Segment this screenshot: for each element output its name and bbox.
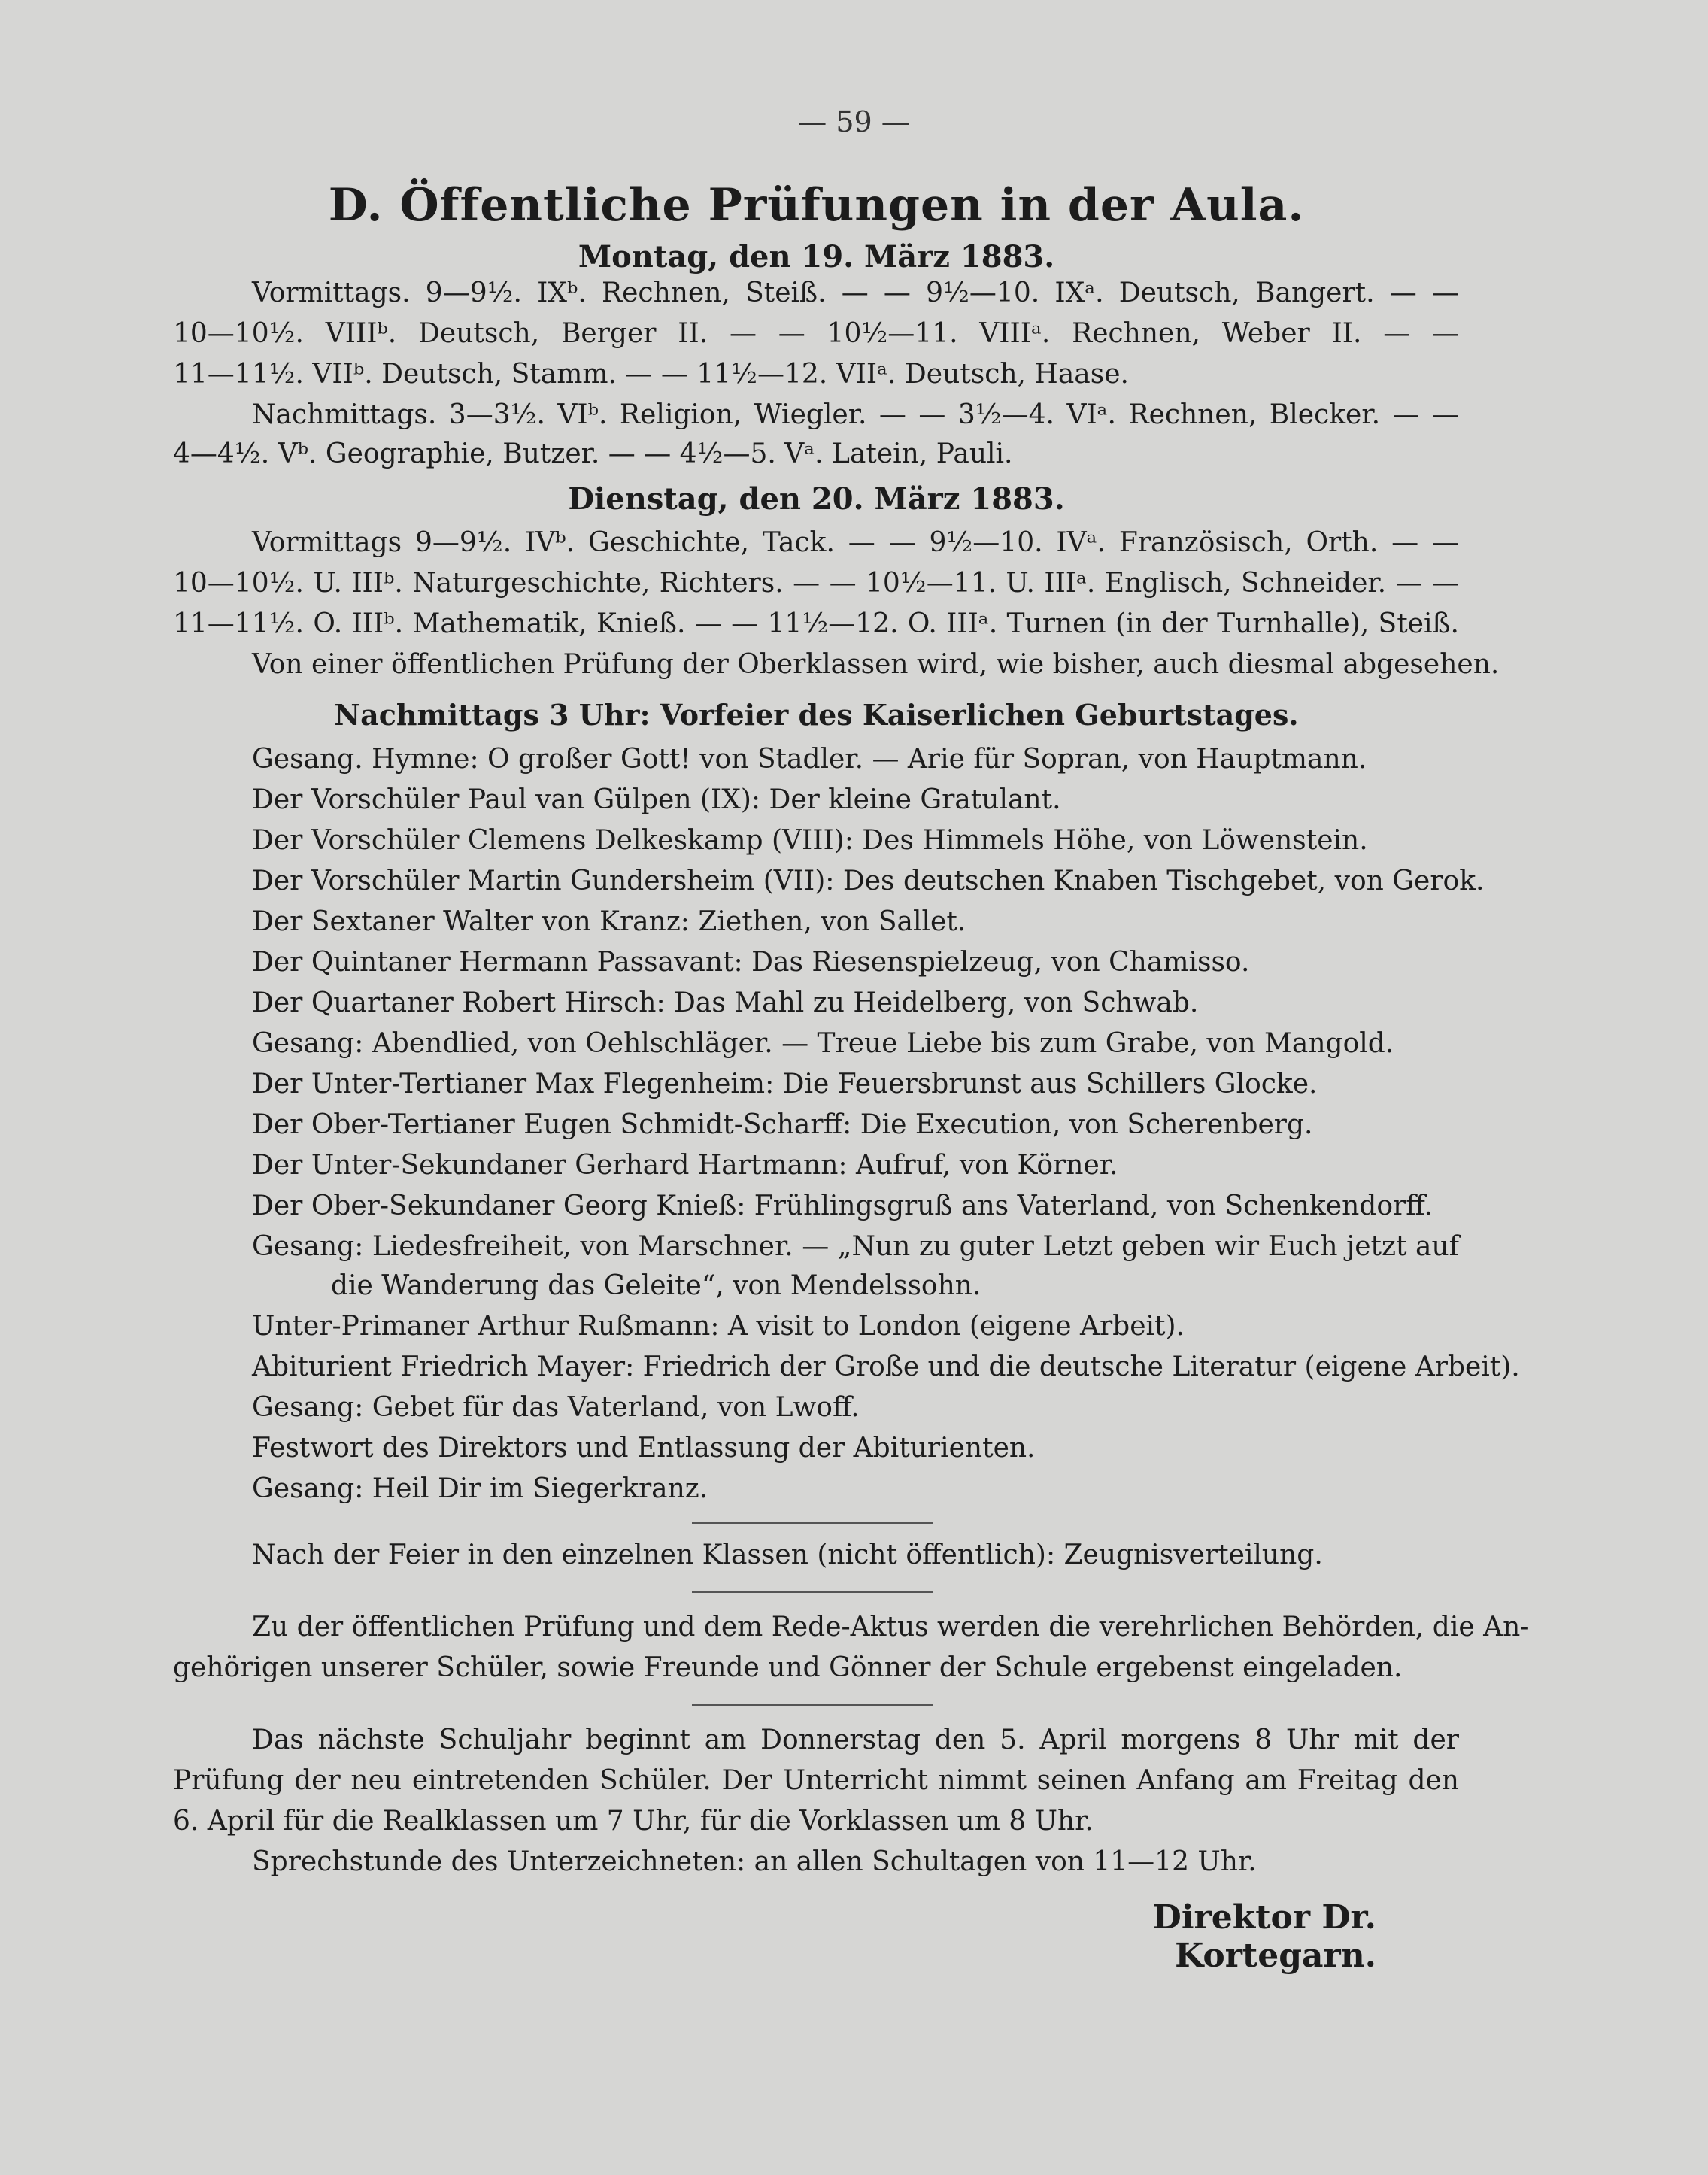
divider (692, 1591, 933, 1593)
divider (692, 1704, 933, 1706)
monday-heading: Montag, den 19. März 1883. (578, 239, 1055, 275)
after-feier-note: Nach der Feier in den einzelnen Klassen (nicht öffentlich): Zeugnisverteilung. (252, 1539, 1323, 1570)
celebration-heading: Nachmittags 3 Uhr: Vorfeier des Kaiserlichen Geburtstages. (334, 698, 1299, 732)
office-hours: Sprechstunde des Unterzeichneten: an allen Schultagen von 11—12 Uhr. (252, 1846, 1257, 1877)
program-item: Gesang. Hymne: O großer Gott! von Stadler. — Arie für Sopran, von Hauptmann. (252, 744, 1367, 775)
program-item: Abiturient Friedrich Mayer: Friedrich der Große und die deutsche Literatur (eigene Arbeit). (252, 1351, 1520, 1382)
tuesday-heading: Dienstag, den 20. März 1883. (568, 481, 1065, 517)
program-item: Festwort des Direktors und Entlassung der Abiturienten. (252, 1433, 1036, 1464)
monday-line: Nachmittags. 3—3½. VIᵇ. Religion, Wiegler. — — 3½—4. VIᵃ. Rechnen, Blecker. — — (252, 399, 1459, 430)
tuesday-line: Vormittags 9—9½. IVᵇ. Geschichte, Tack. — — 9½—10. IVᵃ. Französisch, Orth. — — (252, 527, 1459, 558)
schoolyear-line: Prüfung der neu eintretenden Schüler. Der Unterricht nimmt seinen Anfang am Freitag den (173, 1765, 1459, 1796)
monday-line: 4—4½. Vᵇ. Geographie, Butzer. — — 4½—5. Vᵃ. Latein, Pauli. (173, 438, 1013, 469)
monday-line: 10—10½. VIIIᵇ. Deutsch, Berger II. — — 10½—11. VIIIᵃ. Rechnen, Weber II. — — (173, 318, 1459, 349)
program-item: Der Ober-Sekundaner Georg Knieß: Frühlingsgruß ans Vaterland, von Schenkendorff. (252, 1191, 1433, 1221)
program-item: Der Vorschüler Martin Gundersheim (VII): Des deutschen Knaben Tischgebet, von Gerok. (252, 866, 1485, 896)
program-item: Der Vorschüler Clemens Delkeskamp (VIII): Des Himmels Höhe, von Löwenstein. (252, 825, 1368, 856)
monday-line: 11—11½. VIIᵇ. Deutsch, Stamm. — — 11½—12. VIIᵃ. Deutsch, Haase. (173, 359, 1129, 390)
divider (692, 1522, 933, 1524)
program-item: Gesang: Liedesfreiheit, von Marschner. — „Nun zu guter Letzt geben wir Euch jetzt auf (252, 1231, 1459, 1262)
program-item: die Wanderung das Geleite“, von Mendelssohn. (331, 1270, 981, 1301)
program-item: Der Quartaner Robert Hirsch: Das Mahl zu Heidelberg, von Schwab. (252, 987, 1199, 1018)
program-item: Der Vorschüler Paul van Gülpen (IX): Der kleine Gratulant. (252, 784, 1061, 815)
schoolyear-line: 6. April für die Realklassen um 7 Uhr, für die Vorklassen um 8 Uhr. (173, 1806, 1094, 1837)
tuesday-line: 11—11½. O. IIIᵇ. Mathematik, Knieß. — — 11½—12. O. IIIᵃ. Turnen (in der Turnhalle), Steiß. (173, 608, 1459, 639)
signature: Direktor Dr. Kortegarn. (1152, 1898, 1376, 1975)
tuesday-line: 10—10½. U. IIIᵇ. Naturgeschichte, Richters. — — 10½—11. U. IIIᵃ. Englisch, Schneider. — — (173, 568, 1459, 599)
monday-line: Vormittags. 9—9½. IXᵇ. Rechnen, Steiß. — — 9½—10. IXᵃ. Deutsch, Bangert. — — (252, 278, 1459, 308)
invitation-line: Zu der öffentlichen Prüfung und dem Rede-Aktus werden die verehrlichen Behörden, die An- (252, 1612, 1530, 1643)
program-item: Der Ober-Tertianer Eugen Schmidt-Scharff: Die Execution, von Scherenberg. (252, 1109, 1313, 1140)
schoolyear-line: Das nächste Schuljahr beginnt am Donnerstag den 5. April morgens 8 Uhr mit der (252, 1725, 1459, 1755)
program-item: Unter-Primaner Arthur Rußmann: A visit to London (eigene Arbeit). (252, 1311, 1185, 1342)
program-item: Gesang: Abendlied, von Oehlschläger. — Treue Liebe bis zum Grabe, von Mangold. (252, 1028, 1394, 1059)
invitation-line: gehörigen unserer Schüler, sowie Freunde und Gönner der Schule ergebenst eingeladen. (173, 1652, 1403, 1683)
tuesday-line: Von einer öffentlichen Prüfung der Oberklassen wird, wie bisher, auch diesmal abgesehen. (252, 649, 1500, 680)
program-item: Der Quintaner Hermann Passavant: Das Riesenspielzeug, von Chamisso. (252, 947, 1250, 978)
program-item: Gesang: Gebet für das Vaterland, von Lwoff. (252, 1392, 860, 1423)
program-item: Der Sextaner Walter von Kranz: Ziethen, von Sallet. (252, 906, 966, 937)
program-item: Gesang: Heil Dir im Siegerkranz. (252, 1473, 708, 1504)
page-title: D. Öffentliche Prüfungen in der Aula. (328, 179, 1305, 232)
page-number: — 59 — (798, 105, 910, 138)
program-item: Der Unter-Sekundaner Gerhard Hartmann: Aufruf, von Körner. (252, 1150, 1118, 1181)
program-item: Der Unter-Tertianer Max Flegenheim: Die Feuersbrunst aus Schillers Glocke. (252, 1069, 1318, 1100)
